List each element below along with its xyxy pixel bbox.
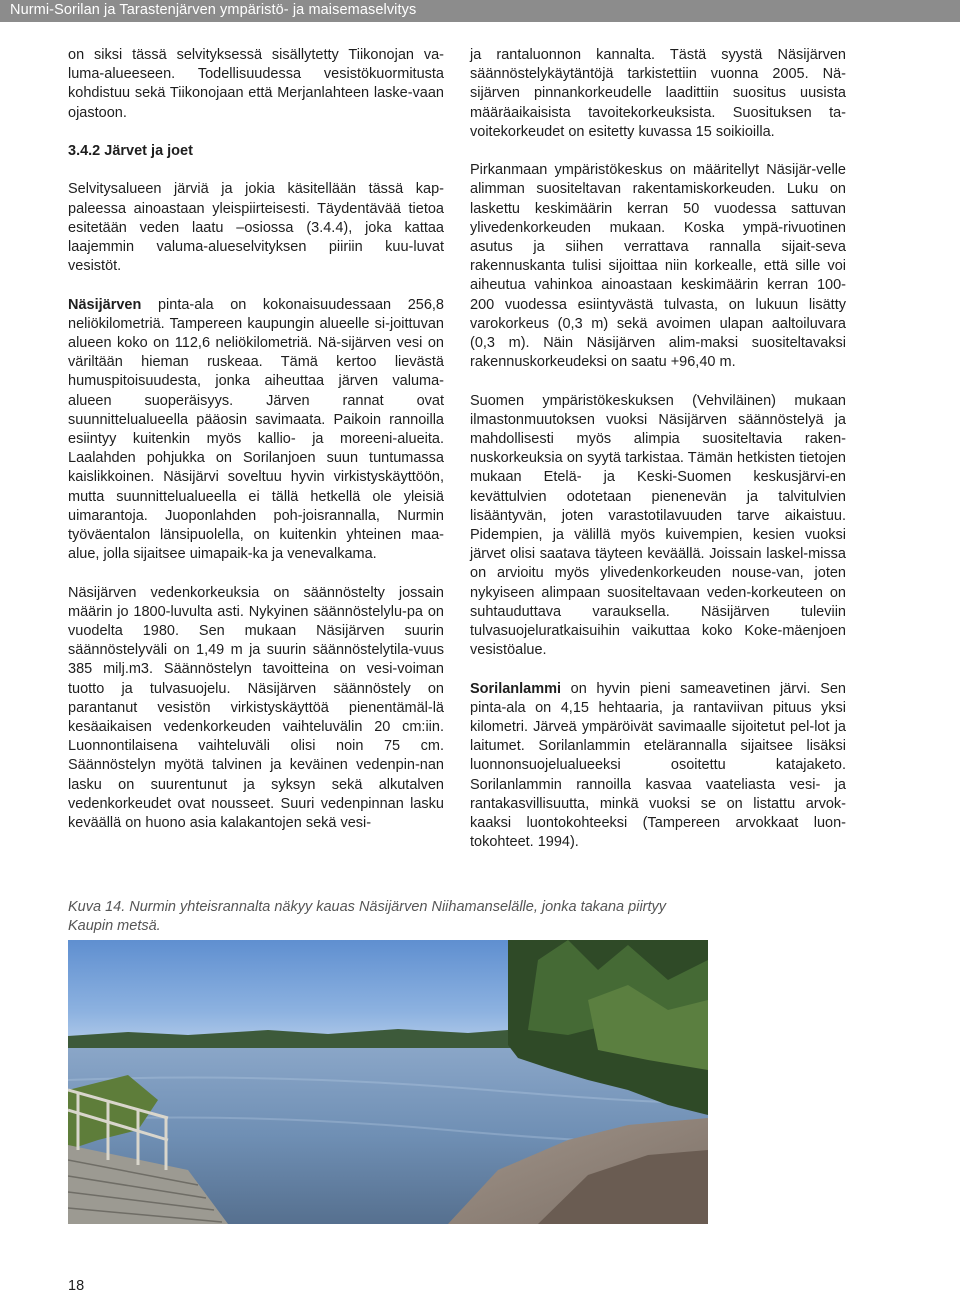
paragraph-text: on hyvin pieni sameavetinen järvi. Sen pinta-ala on 4,15 hehtaaria, ja rantaviivan pituus yksi kilometri. Järveä ympäröivät savimaalle sijoitetut pel-lot ja laitumet. Sorilanlammin etelärannalla sijaitsee lisäksi luonnonsuojelualueeksi osoitettu katajaketo. Sorilanlammin rannoilla kasvaa vaateliasta vesi- ja rantakasvillisuutta, minkä vuoksi se on listattu arvok-kaaksi luontokohteeksi (Tampereen arvokkaat luon-tokohteet. 1994). bbox=[470, 680, 846, 851]
right-column bbox=[470, 46, 846, 852]
left-column bbox=[68, 46, 444, 833]
paragraph: Suomen ympäristökeskuksen (Vehviläinen) mukaan ilmastonmuutoksen vuoksi Näsijärven säännöstelyä ja mahdollisesti myös alimpia suositeltavia raken-nuskorkeuksia on syytä tarkistaa. Tämän hetkisten tietojen mukaan Etelä- ja Keski-Suomen keskusjärvi-en kevättulvien odotetaan pienenevän ja talvitulvien lisääntyvän, joten varastotilavuuden tarve aikaistuu. Pidempien, ja välillä myös kuivempien, kesien vuoksi järvet olisi saatava täyteen keväällä. Joissain laskel-missa on arvioitu myös ylivedenkorkeuden nouse-van, joten nykyiseen alimpaan suositeltavaan veden-korkeuteen on suhtauduttava varauksella. Näsijärven tuleviin tulvasuojeluratkaisuihin vaikuttaa koko Koke-mäenjoen vesistöalue. bbox=[470, 392, 846, 659]
paragraph: ja rantaluonnon kannalta. Tästä syystä Näsijärven säännöstelykäytäntöjä tarkistettiin vuonna 2005. Nä-sijärven pinnankorkeudelle laadittiin suositus uusista määräaikaisista tavoitekorkeuksista. Suosituksen ta-voitekorkeudet on esitetty kuvassa 15 soikioilla. bbox=[470, 47, 846, 140]
paragraph: Pirkanmaan ympäristökeskus on määritellyt Näsijär-velle alimman suositeltavan rakentamiskorkeuden. Luku on laskettu keskimäärin kerran 50 vuodessa sattuvan ylivedenkorkeuden mukaan. Koska ympä-rivuotinen asutus ja siihen verrattava rannalla sijait-seva rakennuskanta tulisi sijoittaa niin korkealle, että sille voi aiheutua vahinkoa ainoastaan keskimäärin kerran 100-200 vuodessa esiintyvästä tulvasta, on lukuun lisätty varokorkeus (0,3 m) sekä avoimen ulapan aaltoiluvara (0,3 m). Näin Näsijärven alim-maksi suositeltavaksi rakennuskorkeudeksi on saatu +96,40 m. bbox=[470, 162, 846, 371]
lake-photo-illustration bbox=[68, 940, 708, 1224]
paragraph: Selvitysalueen järviä ja jokia käsitellään tässä kap-paleessa ainoastaan yleispiirteisesti. Täydentävää tietoa esitetään veden laatu –osiossa (3.4.4), joka kattaa laajemmin valuma-alueselvityksen piiriin kuu-luvat vesistöt. bbox=[68, 181, 444, 275]
lead-term: Sorilanlammi bbox=[470, 680, 562, 697]
paragraph-text: pinta-ala on kokonaisuudessaan 256,8 neliökilometriä. Tampereen kaupungin alueelle si-joittuvan alueen koko on 112,6 neliökilometriä. Nä-sijärven vesi on väriltään hieman ruskeaa. Tämä kertoo lievästä humuspitoisuudesta, jonka aiheuttaa järven valuma-alueen suoperäisyys. Järven rannat ovat suunnittelualueella pääosin savimaata. Paikoin rannoilla esiintyy kuitenkin myös kallio- ja moreeni-alueita. Laalahden pohjukka on Sorilanjoen suun tuntumassa kaislikkoinen. Näsijärvi soveltuu hyvin virkistyskäyttöön, mutta suunnittelualueella ei tällä hetkellä ole yleisiä uimarantoja. Juoponlahden poh-joisrannalla, Nurmin työväentalon länsipuolella, on kuitenkin yhteinen maa-alue, jolla sijaitsee uimapaik-ka ja venevalkama. bbox=[68, 296, 444, 563]
lead-term: Näsijärven bbox=[68, 296, 142, 313]
running-header-title: Nurmi-Sorilan ja Tarastenjärven ympäristö- ja maisemaselvitys bbox=[10, 2, 417, 18]
paragraph-nasijarvi bbox=[68, 296, 444, 565]
lake-photo bbox=[68, 940, 708, 1224]
paragraph: on siksi tässä selvityksessä sisällytetty Tiikonojan va-luma-alueeseen. Todellisuudessa vesistökuormitusta kohdistuu sekä Tiikonojaan että Merjanlahteen laske-vaan ojastoon. bbox=[68, 47, 444, 121]
header-bar bbox=[0, 0, 960, 22]
section-heading: 3.4.2 Järvet ja joet bbox=[68, 143, 193, 159]
page-number: 18 bbox=[68, 1278, 85, 1294]
paragraph: Näsijärven vedenkorkeuksia on säännöstelty jossain määrin jo 1800-luvulta asti. Nykyinen säännöstelylu-pa on vuodelta 1980. Sen mukaan Näsijärven suurin säännöstelyväli on 1,49 m ja suurin säännöstelytila-vuus 385 milj.m3. Säännöstelyn tavoitteina on vesi-voiman tuotto ja tulvasuojelu. Näsijärven säännöstely on parantanut vesistön virkistyskäyttöä pienentämäl-lä kesäaikaisen vedenkorkeuden vaihteluvälin 20 cm:iin. Luonnontilaisena vaihteluväli olisi noin 75 cm. Säännöstelyn myötä talvinen ja keväinen vedenpin-nan lasku on suurentunut ja syksyn sekä alkutalven vedenkorkeudet ovat nousseet. Suuri vedenpinnan lasku keväällä on huono asia kalakantojen sekä vesi- bbox=[68, 584, 444, 832]
figure-caption: Kuva 14. Nurmin yhteisrannalta näkyy kauas Näsijärven Niihamanselälle, jonka takana piirtyy Kaupin metsä. bbox=[68, 899, 667, 934]
paragraph-sorilanlammi bbox=[470, 680, 846, 853]
